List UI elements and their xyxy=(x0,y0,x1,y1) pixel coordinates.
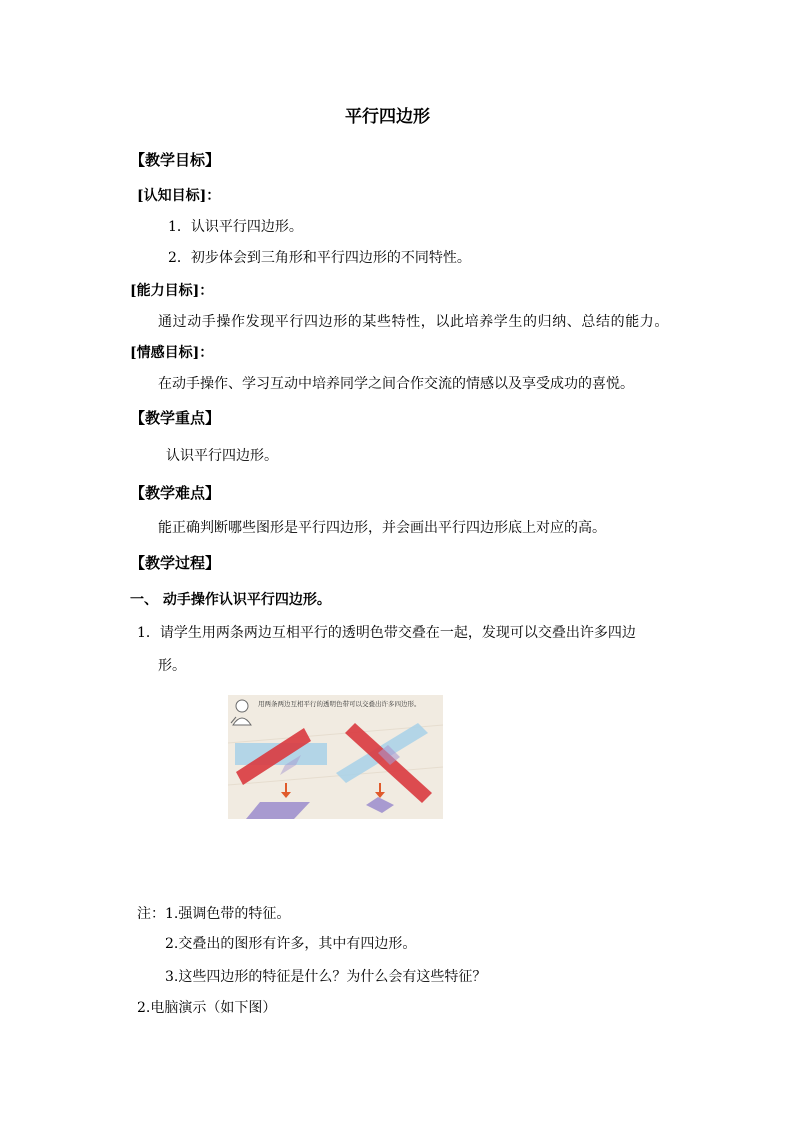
cognitive-goal-item-2: 2．初步体会到三角形和平行四边形的不同特性。 xyxy=(168,250,471,266)
color-strips-figure xyxy=(228,695,443,819)
difficulty-text: 能正确判断哪些图形是平行四边形，并会画出平行四边形底上对应的高。 xyxy=(158,520,606,536)
difficulty-heading: 【教学难点】 xyxy=(130,484,221,502)
figure-caption: 用两条两边互相平行的透明色带可以交叠出许多四边形。 xyxy=(258,700,421,708)
key-point-heading: 【教学重点】 xyxy=(130,409,221,427)
note-1: 注：1.强调色带的特征。 xyxy=(137,906,291,922)
ability-goal-text: 通过动手操作发现平行四边形的某些特性，以此培养学生的归纳、总结的能力。 xyxy=(158,314,669,330)
page-title: 平行四边形 xyxy=(345,107,430,127)
process-step2: 2.电脑演示（如下图） xyxy=(137,1000,277,1016)
emotion-goal-text: 在动手操作、学习互动中培养同学之间合作交流的情感以及享受成功的喜悦。 xyxy=(158,376,634,392)
key-point-text: 认识平行四边形。 xyxy=(166,448,278,464)
ability-goal-label: [能力目标]： xyxy=(130,283,214,299)
goals-heading: 【教学目标】 xyxy=(130,151,221,169)
process-step1-line1: 1．请学生用两条两边互相平行的透明色带交叠在一起，发现可以交叠出许多四边 xyxy=(137,625,636,641)
process-heading: 【教学过程】 xyxy=(130,554,221,572)
cognitive-goal-label: [认知目标]： xyxy=(137,188,221,204)
emotion-goal-label: [情感目标]： xyxy=(130,345,214,361)
process-step1-line2: 形。 xyxy=(158,658,186,674)
process-part1-title: 一、 动手操作认识平行四边形。 xyxy=(130,592,331,608)
note-3: 3.这些四边形的特征是什么？为什么会有这些特征？ xyxy=(165,969,487,985)
cognitive-goal-item-1: 1．认识平行四边形。 xyxy=(168,219,303,235)
note-2: 2.交叠出的图形有许多，其中有四边形。 xyxy=(165,936,417,952)
color-strips-illustration xyxy=(228,695,443,819)
